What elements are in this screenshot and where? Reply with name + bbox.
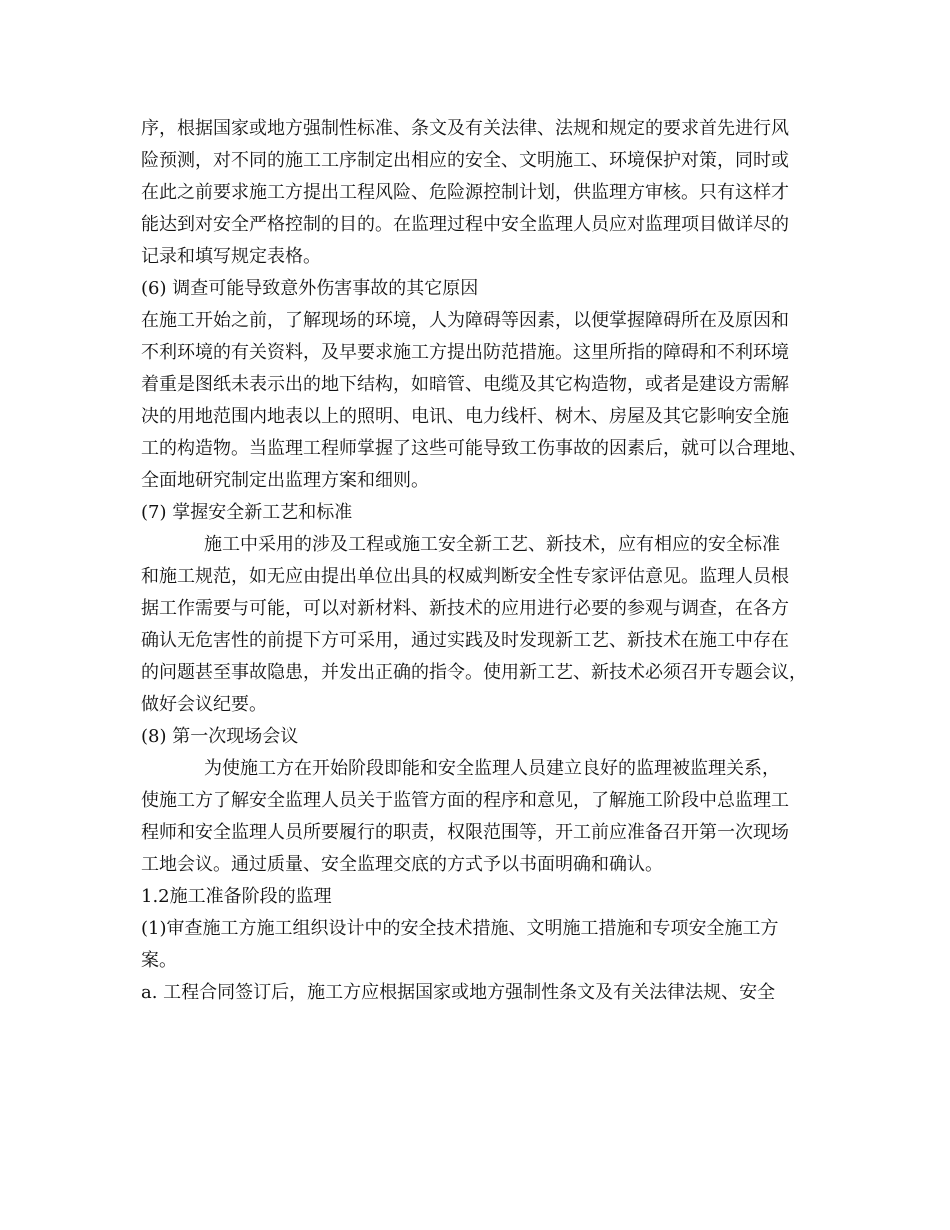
paragraph-line: 程师和安全监理人员所要履行的职责，权限范围等，开工前应准备召开第一次现场 (141, 822, 789, 843)
paragraph-line: 的问题甚至事故隐患，并发出正确的指令。使用新工艺、新技术必须召开专题会议， (141, 662, 807, 683)
paragraph-line: 为使施工方在开始阶段即能和安全监理人员建立良好的监理被监理关系， (204, 758, 780, 779)
paragraph-line: 着重是图纸未表示出的地下结构，如暗管、电缆及其它构造物，或者是建设方需解 (141, 374, 789, 395)
paragraph-line: 不利环境的有关资料，及早要求施工方提出防范措施。这里所指的障碍和不利环境 (141, 342, 789, 363)
paragraph-line: 全面地研究制定出监理方案和细则。 (141, 470, 429, 491)
paragraph-line: (1)审查施工方施工组织设计中的安全技术措施、文明施工措施和专项安全施工方 (141, 918, 779, 939)
paragraph-line: 使施工方了解安全监理人员关于监管方面的程序和意见，了解施工阶段中总监理工 (141, 790, 789, 811)
paragraph-line: 在施工开始之前，了解现场的环境，人为障碍等因素，以便掌握障碍所在及原因和 (141, 310, 789, 331)
section-heading: (6) 调查可能导致意外伤害事故的其它原因 (141, 278, 479, 299)
paragraph-line: 案。 (141, 950, 177, 971)
section-heading: 1.2施工准备阶段的监理 (141, 886, 332, 907)
paragraph-line: 做好会议纪要。 (141, 694, 267, 715)
section-heading: (8) 第一次现场会议 (141, 726, 299, 747)
paragraph-line: 确认无危害性的前提下方可采用，通过实践及时发现新工艺、新技术在施工中存在 (141, 630, 789, 651)
paragraph-line: 施工中采用的涉及工程或施工安全新工艺、新技术，应有相应的安全标准 (204, 534, 780, 555)
paragraph-line: 险预测，对不同的施工工序制定出相应的安全、文明施工、环境保护对策，同时或 (141, 150, 789, 171)
paragraph-line: 工地会议。通过质量、安全监理交底的方式予以书面明确和确认。 (141, 854, 663, 875)
paragraph-line: 能达到对安全严格控制的目的。在监理过程中安全监理人员应对监理项目做详尽的 (141, 214, 789, 235)
paragraph-line: 工的构造物。当监理工程师掌握了这些可能导致工伤事故的因素后，就可以合理地、 (141, 438, 807, 459)
paragraph-line: a. 工程合同签订后，施工方应根据国家或地方强制性条文及有关法律法规、安全 (141, 982, 776, 1003)
section-heading: (7) 掌握安全新工艺和标准 (141, 502, 353, 523)
paragraph-line: 在此之前要求施工方提出工程风险、危险源控制计划，供监理方审核。只有这样才 (141, 182, 789, 203)
paragraph-line: 和施工规范，如无应由提出单位出具的权威判断安全性专家评估意见。监理人员根 (141, 566, 789, 587)
paragraph-line: 决的用地范围内地表以上的照明、电讯、电力线杆、树木、房屋及其它影响安全施 (141, 406, 789, 427)
paragraph-line: 序，根据国家或地方强制性标准、条文及有关法律、法规和规定的要求首先进行风 (141, 118, 789, 139)
paragraph-line: 据工作需要与可能，可以对新材料、新技术的应用进行必要的参观与调查，在各方 (141, 598, 789, 619)
paragraph-line: 记录和填写规定表格。 (141, 246, 321, 267)
